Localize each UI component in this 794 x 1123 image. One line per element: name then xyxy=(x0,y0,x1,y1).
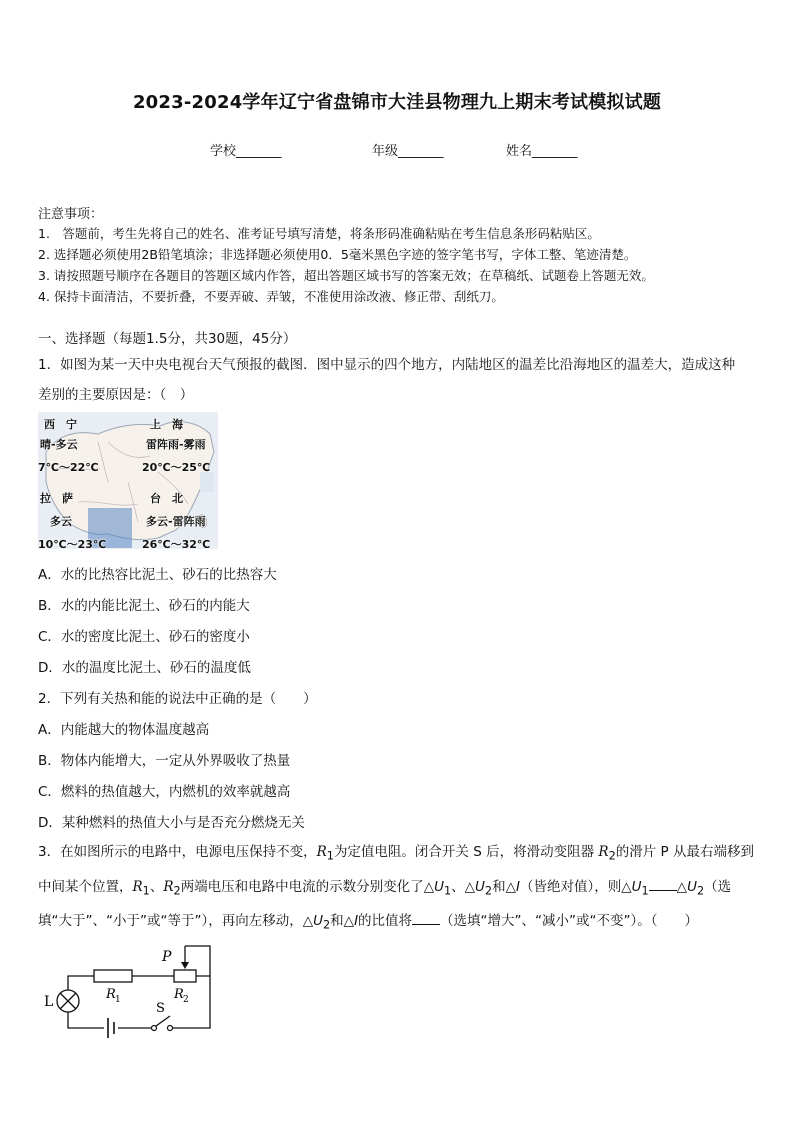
resistor-r1 xyxy=(94,970,132,982)
weather-map-image xyxy=(38,412,218,549)
map-lasa-name: 拉 萨 xyxy=(40,492,73,505)
circuit-diagram xyxy=(44,942,219,1038)
map-xining-weather: 晴-多云 xyxy=(40,438,78,451)
battery xyxy=(108,1018,114,1038)
map-taibei-weather: 多云-雷阵雨 xyxy=(146,515,206,528)
notice-item: 2. 选择题必须使用2B铅笔填涂；非选择题必须使用0．5毫米黑色字迹的签字笔书写，字体工整、笔迹清楚。 xyxy=(38,247,637,262)
q1-option-d[interactable]: D．水的温度比泥土、砂石的温度低 xyxy=(38,660,251,676)
slider-arrow xyxy=(181,962,189,969)
map-lasa-weather: 多云 xyxy=(50,515,72,528)
rheostat-r2 xyxy=(174,970,196,982)
map-shanghai-temp: 20℃～25℃ xyxy=(142,461,211,474)
label-r2: R xyxy=(174,987,184,1002)
grade-field[interactable]: 年级_______ xyxy=(372,144,444,159)
label-s: S xyxy=(156,1001,165,1016)
label-r1: R xyxy=(106,987,116,1002)
answer-blank-2[interactable] xyxy=(412,910,440,925)
map-xining-name: 西 宁 xyxy=(44,418,77,431)
q2-option-d[interactable]: D．某种燃料的热值大小与是否充分燃烧无关 xyxy=(38,815,305,831)
label-p: P xyxy=(162,949,172,965)
switch-contact xyxy=(152,1026,157,1031)
map-xining-temp: 7℃～22℃ xyxy=(38,461,99,474)
q1-option-c[interactable]: C．水的密度比泥土、砂石的密度小 xyxy=(38,629,250,645)
q2-stem: 2．下列有关热和能的说法中正确的是（ ） xyxy=(38,691,317,707)
q3-text-part: 的比值将 xyxy=(358,913,413,930)
q3-text-part: 3．在如图所示的电路中，电源电压保持不变， xyxy=(38,844,317,860)
q3-stem: 3．在如图所示的电路中，电源电压保持不变，$R_1$为定值电阻。闭合开关 S 后，将滑动变阻器 $R_2$的滑片 P 从最右端移到中间某个位置，$R_1$、$R_2$两端电压和电路中电流的示数分别变化了$\triangle U_1$、$\triangle U_2$和△I（皆绝对值），则$\triangle U_1$ $\triangle U_2$（选填“大于”、“小于”或“等于”），再向左移动，$\triangle U_2$和△I的比值将 （选填“增大”、“减小”或“不变”）。（ ） xyxy=(38,844,754,933)
q1-stem-line1: 1．如图为某一天中央电视台天气预报的截图．图中显示的四个地方，内陆地区的温差比沿海地区的温差大，造成这种 xyxy=(38,357,736,373)
notice-item: 4. 保持卡面清洁，不要折叠，不要弄破、弄皱，不准使用涂改液、修正带、刮纸刀。 xyxy=(38,289,504,304)
q3-text-part: （选填“大于”、“小于”或“等于”），再向左移动， xyxy=(38,878,732,930)
q3-text-part: 两端电压和电路中电流的示数分别变化了 xyxy=(180,878,424,895)
name-field[interactable]: 姓名_______ xyxy=(506,144,578,159)
q1-option-a[interactable]: A．水的比热容比泥土、砂石的比热容大 xyxy=(38,567,277,583)
q3-text-part: （选填“增大”、“减小”或“不变”）。（ ） xyxy=(440,913,699,930)
q1-stem-line2: 差别的主要原因是：（ ） xyxy=(38,387,194,403)
label-l: L xyxy=(44,994,54,1010)
label-r2-sub: 2 xyxy=(183,995,189,1005)
notice-heading: 注意事项： xyxy=(38,207,104,222)
exam-title: 2023-2024学年辽宁省盘锦市大洼县物理九上期末考试模拟试题 xyxy=(132,92,662,113)
q3-text-part: （皆绝对值），则 xyxy=(519,878,622,895)
map-lasa-temp: 10℃～23℃ xyxy=(38,538,107,549)
q3-text-part: 为定值电阻。闭合开关 S 后，将滑动变阻器 xyxy=(333,844,595,860)
map-shanghai-name: 上 海 xyxy=(150,418,183,431)
school-field[interactable]: 学校_______ xyxy=(210,144,282,159)
switch-lever xyxy=(156,1016,170,1026)
answer-blank-1[interactable] xyxy=(649,876,677,891)
notice-item: 3. 请按照题号顺序在各题目的答题区域内作答，超出答题区域书写的答案无效；在草稿纸、试题卷上答题无效。 xyxy=(38,268,654,283)
section-title: 一、选择题（每题1.5分，共30题，45分） xyxy=(38,331,297,347)
switch-contact xyxy=(168,1026,173,1031)
q2-option-b[interactable]: B．物体内能增大，一定从外界吸收了热量 xyxy=(38,753,291,769)
q1-option-b[interactable]: B．水的内能比泥土、砂石的内能大 xyxy=(38,598,250,614)
map-taibei-name: 台 北 xyxy=(150,492,183,505)
notice-item: 1. 答题前，考生先将自己的姓名、准考证号填写清楚，将条形码准确粘贴在考生信息条形码粘贴区。 xyxy=(38,226,600,241)
q2-option-a[interactable]: A．内能越大的物体温度越高 xyxy=(38,722,210,738)
map-taibei-temp: 26℃～32℃ xyxy=(142,538,211,549)
q2-option-c[interactable]: C．燃料的热值越大，内燃机的效率就越高 xyxy=(38,784,291,800)
q3-text-part: 的滑片 P 从最右端移到中间某个位置， xyxy=(38,844,754,895)
label-r1-sub: 1 xyxy=(115,995,121,1005)
map-shanghai-weather: 雷阵雨-雾雨 xyxy=(146,438,206,451)
